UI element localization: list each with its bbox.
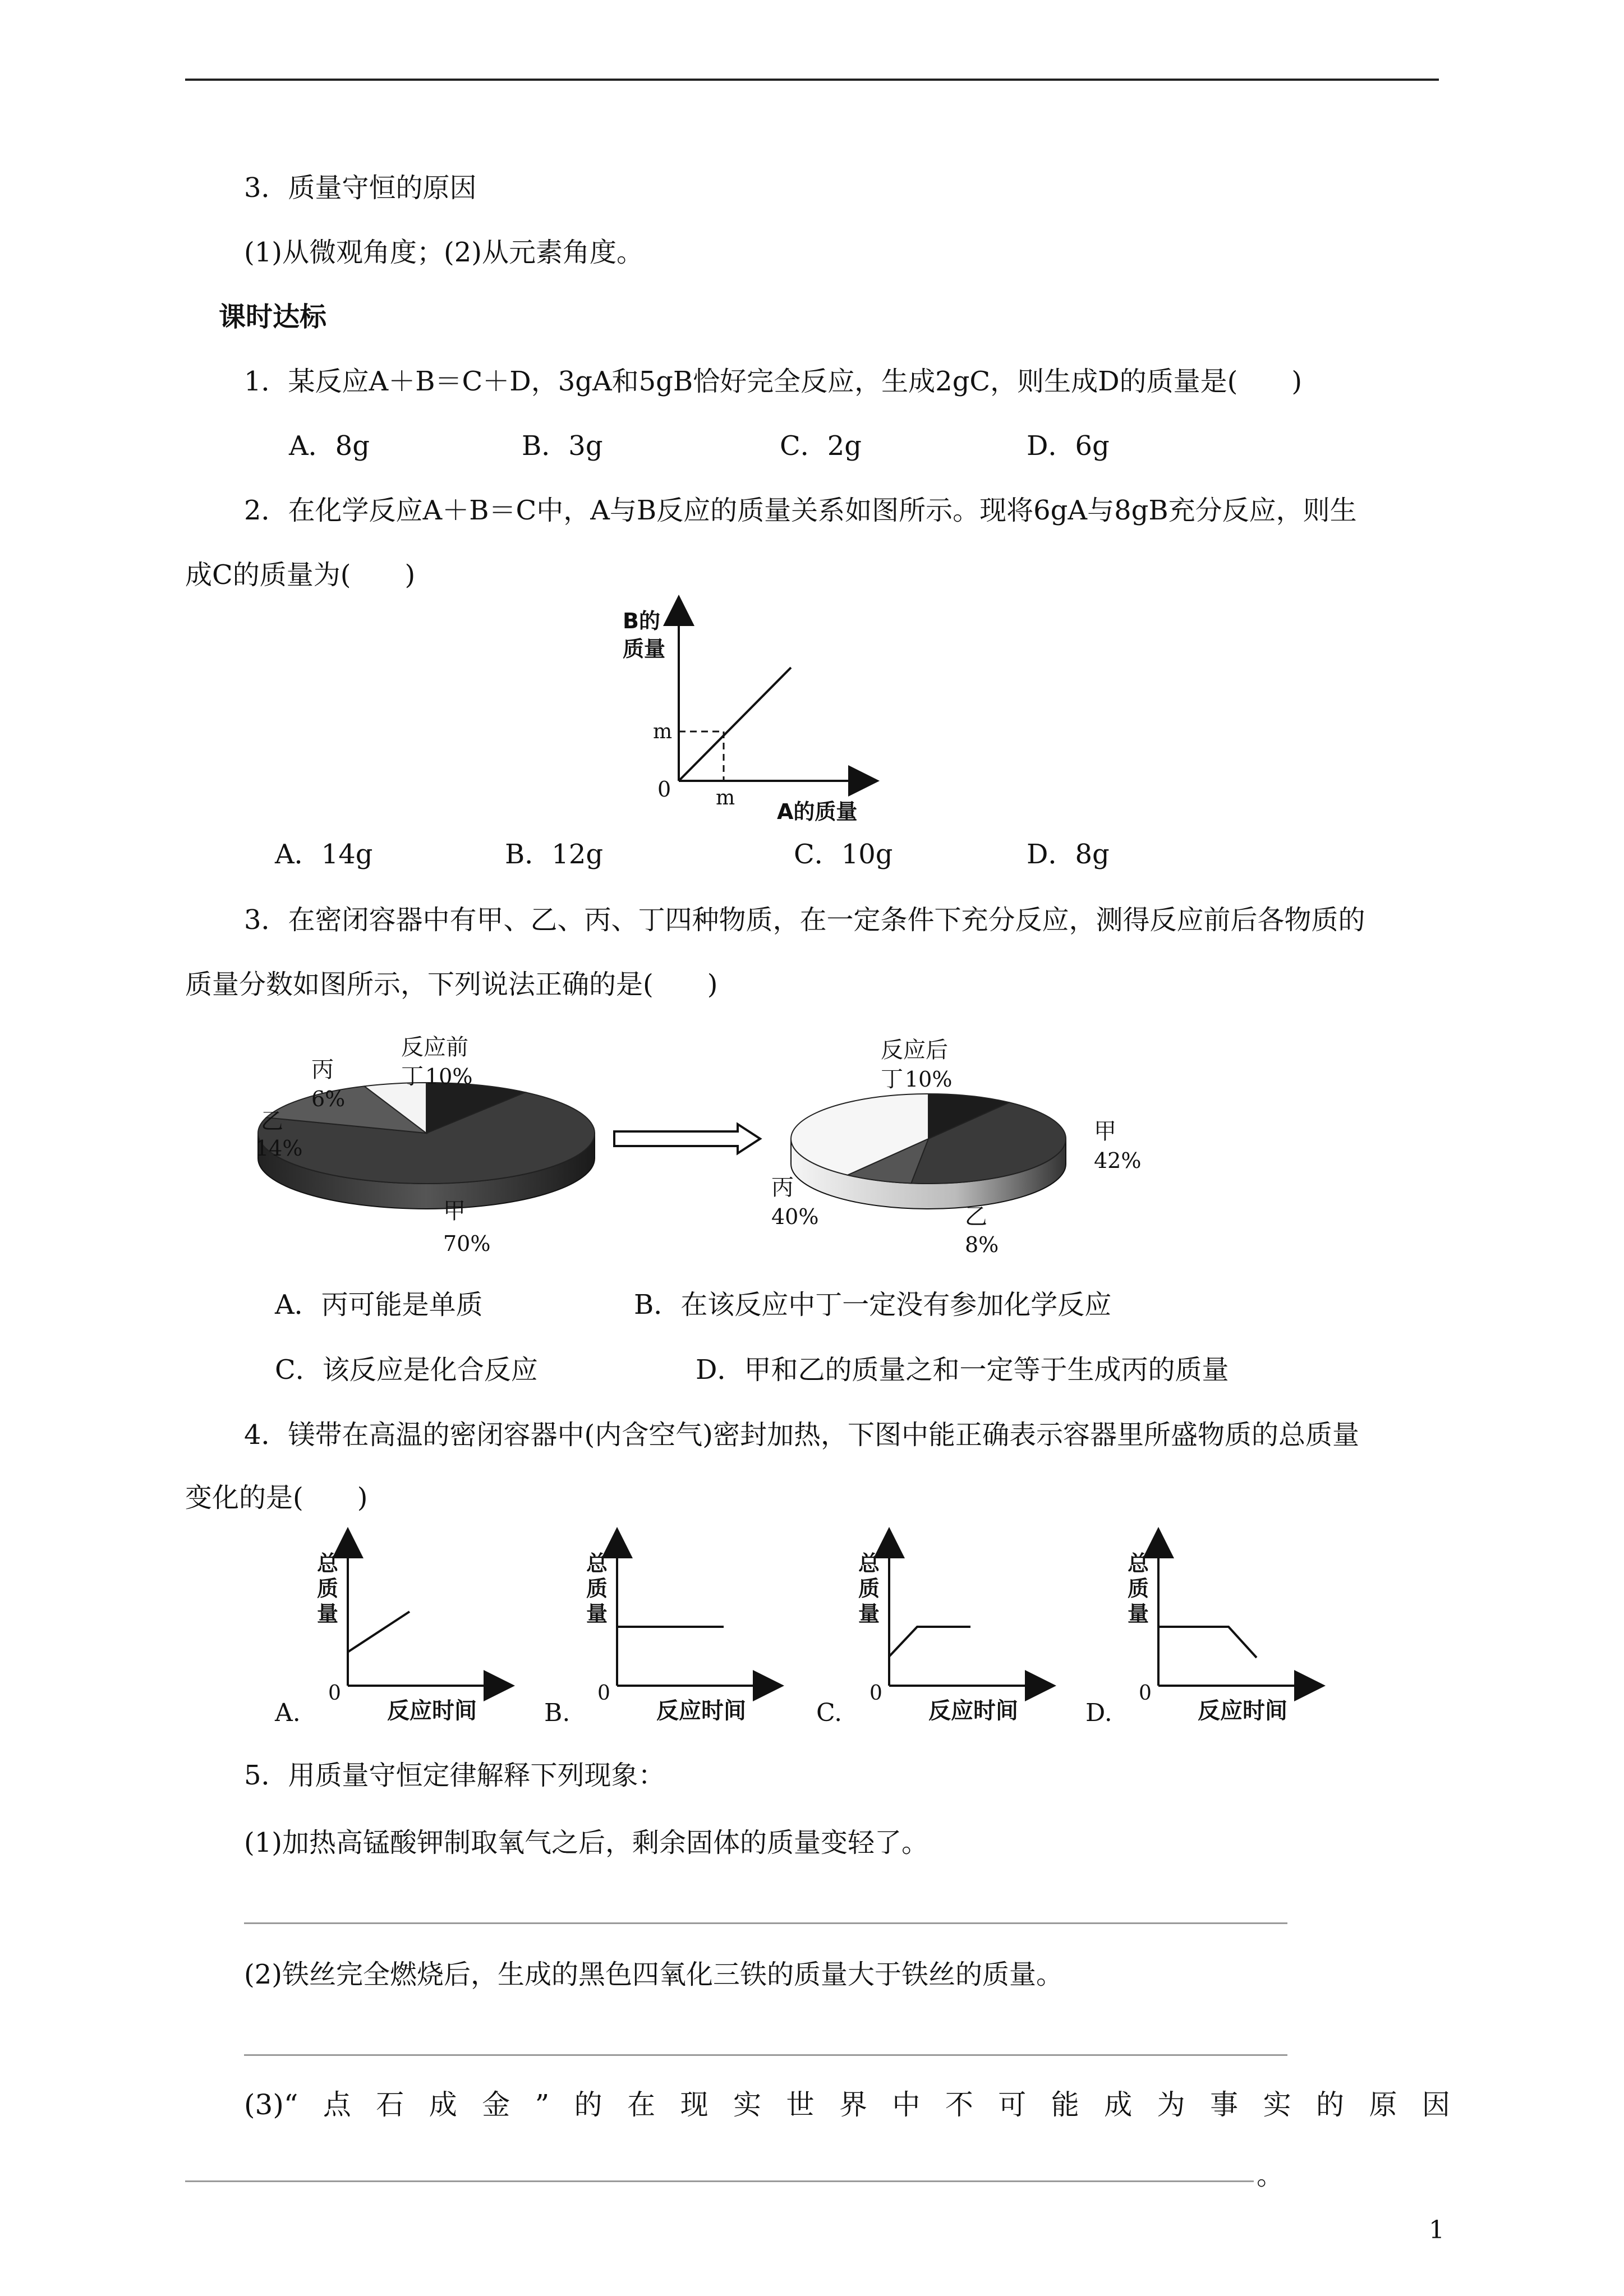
q2-option-b[interactable]: B．12g [505,839,604,870]
q5-answer-line-2[interactable] [244,2054,1287,2056]
q1-stem: 1．某反应A＋B＝C＋D，3gA和5gB恰好完全反应，生成2gC，则生成D的质量是( ) [244,366,1303,397]
q4-y-label-char: 质 [858,1576,880,1601]
q3-option-c[interactable]: C．该反应是化合反应 [275,1354,538,1386]
q5-part3-char: 为 [1157,2088,1185,2121]
section3-sub: (1)从微观角度；(2)从元素角度。 [244,237,643,268]
q5-part3-char: 事 [1210,2088,1239,2121]
pie-after-title: 反应后 [881,1037,948,1063]
q4-curve-c [889,1627,970,1657]
q2-option-c[interactable]: C．10g [794,839,893,870]
q4-graphs [0,1531,1624,1733]
q4-origin: 0 [597,1682,610,1705]
pie-before-yi-label: 乙 [261,1108,283,1134]
q5-part1: (1)加热高锰酸钾制取氧气之后，剩余固体的质量变轻了。 [244,1827,928,1858]
q3-option-a[interactable]: A．丙可能是单质 [275,1289,483,1320]
q4-option-d: D. [1085,1699,1112,1727]
q4-y-label-char: 质 [586,1576,608,1601]
q4-y-label-char: 量 [1128,1602,1149,1626]
q5-part3-char: 界 [839,2088,867,2121]
q4-y-label-char: 总 [317,1551,339,1576]
q4-stem-line1: 4．镁带在高温的密闭容器中(内含空气)密封加热，下图中能正确表示容器里所盛物质的总质量 [244,1419,1359,1451]
q4-y-label-char: 总 [858,1551,880,1576]
practice-title: 课时达标 [219,301,327,333]
q4-origin: 0 [328,1682,341,1705]
q4-origin: 0 [869,1682,882,1705]
q1-option-d[interactable]: D．6g [1027,430,1110,462]
q5-part3-char: 金 [482,2088,510,2121]
pie-after-bing-label: 丙 [771,1175,794,1200]
q2-y-label-1: B的 [623,609,660,633]
q2-y-label-2: 质量 [623,637,666,661]
q4-x-label: 反应时间 [928,1698,1018,1724]
pie-before-jia-label: 甲 [443,1198,466,1224]
q3-option-d[interactable]: D．甲和乙的质量之和一定等于生成丙的质量 [696,1354,1229,1386]
q5-part3-char: 可 [998,2088,1027,2121]
page-number: 1 [1429,2216,1444,2244]
q5-part3 [244,2088,1450,2122]
q4-y-label-char: 总 [1128,1551,1149,1576]
q4-graph-c [816,1543,1041,1727]
q5-part3-char: 成 [429,2088,457,2121]
q4-graph-a [274,1543,499,1727]
q4-y-label-char: 质 [1128,1576,1149,1601]
pie-after-jia-label: 甲 [1094,1119,1116,1144]
q5-part3-char: 点 [323,2088,351,2121]
q5-part3-char: 因 [1421,2088,1450,2121]
header-rule [185,79,1439,81]
q5-part3-char: 石 [376,2088,404,2121]
pie-after-ding-label: 丁 [881,1066,903,1092]
pie-after-yi-label: 乙 [965,1204,987,1230]
q5-answer-line-1[interactable] [244,1922,1287,1924]
pie-before-ding-value: 10% [425,1064,473,1089]
pie-before [258,1083,595,1209]
q2-stem-line1: 2．在化学反应A＋B＝C中，A与B反应的质量关系如图所示。现将6gA与8gB充分反应，则生 [244,495,1357,526]
q4-x-label: 反应时间 [387,1698,477,1724]
q2-stem-line2: 成C的质量为( ) [185,559,416,591]
q5-part3-end: 。 [1257,2160,1284,2191]
pie-before-yi-value: 14% [255,1136,303,1161]
q5-part3-char: 成 [1104,2088,1133,2121]
pie-before-jia-value: 70% [443,1231,491,1256]
q5-part3-char: 现 [680,2088,709,2121]
q2-data-line [679,668,791,781]
q2-origin: 0 [657,777,671,802]
pie-after-yi-value: 8% [965,1232,999,1257]
q4-option-b: B. [544,1699,571,1727]
pie-before-bing-label: 丙 [311,1057,334,1083]
q4-y-label-char: 量 [586,1602,608,1626]
q2-x-tick: m [716,786,735,809]
q4-graph-d [1085,1543,1310,1727]
q4-graph-b [544,1543,769,1727]
q4-y-label-char: 量 [317,1602,339,1626]
q1-option-c[interactable]: C．2g [780,430,862,462]
q5-part3-char: 实 [733,2088,762,2121]
section3-heading: 3．质量守恒的原因 [244,172,477,204]
q3-stem-line1: 3．在密闭容器中有甲、乙、丙、丁四种物质，在一定条件下充分反应，测得反应前后各物质的 [244,904,1365,936]
q5-part3-char: (3)“ [244,2088,298,2121]
q5-part3-char: 原 [1369,2088,1397,2121]
pie-after [791,1094,1066,1209]
pie-after-jia-value: 42% [1094,1148,1142,1173]
pie-after-bing-value: 40% [771,1204,819,1229]
q2-option-a[interactable]: A．14g [275,839,373,870]
q1-option-a[interactable]: A．8g [289,430,370,462]
q4-option-a: A. [275,1699,301,1727]
q1-option-b[interactable]: B．3g [522,430,603,462]
pie-before-ding-label: 丁 [401,1064,424,1089]
q5-part3-char: 中 [892,2088,921,2121]
q5-part2: (2)铁丝完全燃烧后，生成的黑色四氧化三铁的质量大于铁丝的质量。 [244,1959,1063,1990]
q3-stem-line2: 质量分数如图所示，下列说法正确的是( ) [185,969,718,1000]
q4-option-c: C. [816,1699,843,1727]
q4-y-label-char: 总 [586,1551,608,1576]
q4-x-label: 反应时间 [656,1698,746,1724]
q2-x-label: A的质量 [777,799,858,824]
q2-option-d[interactable]: D．8g [1027,839,1110,870]
q5-part3-char: 在 [627,2088,656,2121]
q5-stem: 5．用质量守恒定律解释下列现象： [244,1760,665,1791]
q5-part3-char: ” [535,2088,550,2121]
q4-curve-d [1158,1627,1257,1658]
pie-before-title: 反应前 [401,1034,468,1060]
q5-part3-char: 世 [786,2088,815,2121]
q4-y-label-char: 量 [858,1602,880,1626]
q5-part3-char: 的 [1316,2088,1345,2121]
q4-x-label: 反应时间 [1198,1698,1287,1724]
q3-option-b[interactable]: B．在该反应中丁一定没有参加化学反应 [634,1289,1112,1320]
reaction-arrow-icon [614,1124,760,1153]
q2-y-tick: m [653,720,673,743]
q5-part3-char: 的 [574,2088,602,2121]
q4-stem-line2: 变化的是( ) [185,1482,368,1513]
q2-graph [606,606,920,830]
q4-origin: 0 [1139,1682,1152,1705]
q5-part3-char: 能 [1051,2088,1079,2121]
q5-part3-char: 实 [1263,2088,1291,2121]
q4-y-label-char: 质 [317,1576,339,1601]
q5-answer-line-3[interactable] [185,2180,1254,2182]
pie-before-bing-value: 6% [311,1087,346,1111]
q5-part3-char: 不 [945,2088,973,2121]
q4-curve-a [348,1612,410,1652]
q3-pie-charts [0,1021,1624,1262]
pie-after-ding-value: 10% [905,1067,953,1092]
